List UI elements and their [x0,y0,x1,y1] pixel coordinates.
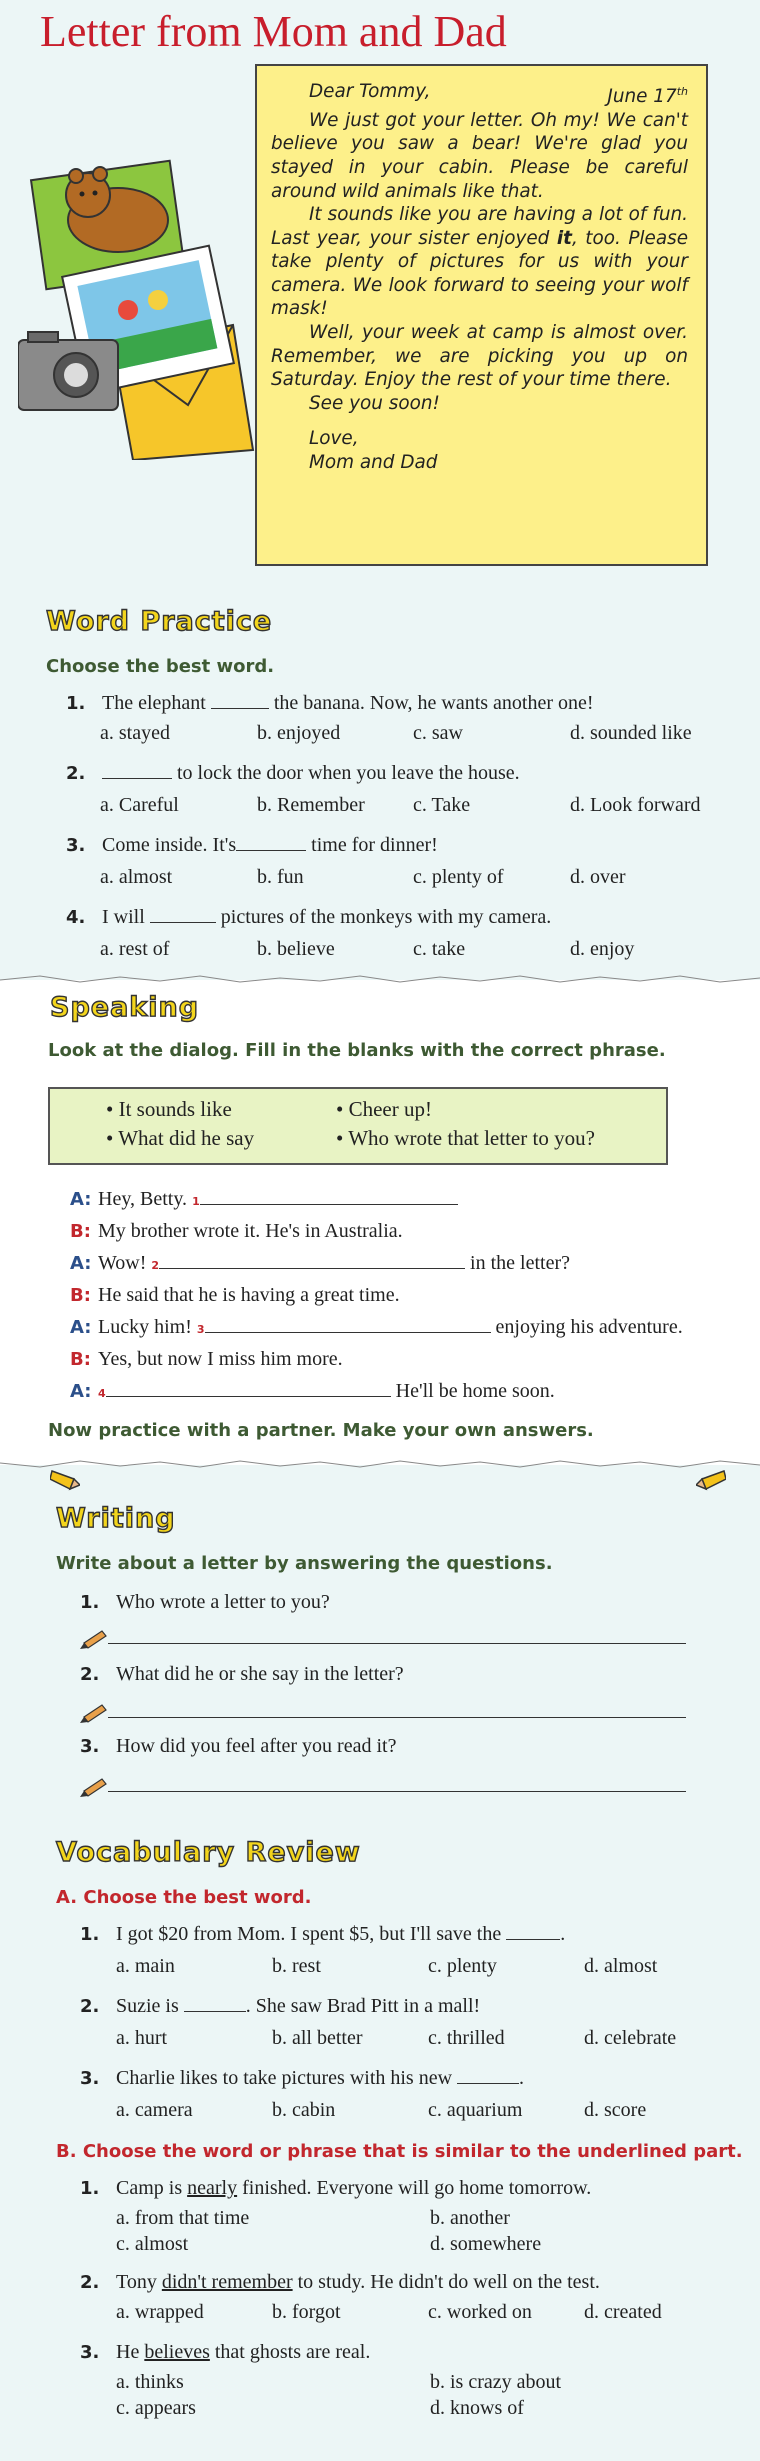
torn-edge [0,1458,760,1472]
vocab-instruction-a: A. Choose the best word. [56,1887,312,1908]
letter-panel [0,0,760,980]
speaking-heading: Speaking [50,992,200,1023]
pencil-icon [80,1777,110,1797]
word-practice-question: 2. to lock the door when you leave the house. [66,762,520,784]
option[interactable]: b. believe [257,938,335,960]
option[interactable]: b. enjoyed [257,722,341,744]
option[interactable]: c. aquarium [428,2099,523,2121]
dialog-line: B: He said that he is having a great time. [70,1284,400,1306]
dialog-line: A: Lucky him! 3 enjoying his adventure. [70,1316,683,1338]
answer-blank[interactable] [106,1381,391,1397]
letter-paragraph-2: It sounds like you are having a lot of fun. Last year, your sister enjoyed it, too. Please take plenty of pictures for us with your camera. We look forward to seeing your wolf mask! [271,204,689,320]
dialog-line: A: Wow! 2 in the letter? [70,1252,570,1274]
answer-blank[interactable] [205,1317,491,1333]
word-practice-question: 1. The elephant the banana. Now, he wants another one! [66,692,594,714]
vocab-question: 3. Charlie likes to take pictures with his new . [80,2067,525,2089]
option[interactable]: a. from that time [116,2207,250,2229]
option[interactable]: a. thinks [116,2371,184,2393]
option[interactable]: d. sounded like [570,722,692,744]
torn-edge [0,973,760,987]
letter-love: Love, [309,428,359,450]
letter-closing: See you soon! [309,392,440,414]
phrase: • It sounds like [106,1097,232,1121]
answer-blank[interactable] [457,2068,519,2084]
answer-line[interactable] [108,1643,686,1644]
answer-blank[interactable] [184,1996,246,2012]
option[interactable]: a. Careful [100,794,179,816]
option[interactable]: d. Look forward [570,794,701,816]
letter-date: June 17th [607,85,688,108]
option[interactable]: b. forgot [272,2301,341,2323]
writing-question: 3. How did you feel after you read it? [80,1735,397,1757]
option[interactable]: c. thrilled [428,2027,505,2049]
option[interactable]: b. all better [272,2027,363,2049]
option[interactable]: d. celebrate [584,2027,677,2049]
answer-blank[interactable] [102,763,172,779]
option[interactable]: a. stayed [100,722,170,744]
option[interactable]: b. cabin [272,2099,336,2121]
letter-signature: Mom and Dad [309,452,438,474]
writing-question: 2. What did he or she say in the letter? [80,1663,404,1685]
practice-instruction: Now practice with a partner. Make your own answers. [48,1420,594,1441]
writing-heading: Writing [56,1503,176,1534]
option[interactable]: c. take [413,938,466,960]
pencil-icon [696,1467,726,1493]
vocab-question: 2. Tony didn't remember to study. He didn't do well on the test. [80,2271,600,2293]
pencil-icon [50,1467,80,1493]
dialog-line: A: Hey, Betty. 1 [70,1188,458,1211]
answer-blank[interactable] [150,907,216,923]
answer-line[interactable] [108,1717,686,1718]
letter-card [255,64,708,566]
writing-vocab-panel [0,1465,760,2461]
dialog-line: B: My brother wrote it. He's in Australia. [70,1220,403,1242]
option[interactable]: b. Remember [257,794,365,816]
option[interactable]: a. camera [116,2099,193,2121]
option[interactable]: b. fun [257,866,304,888]
vocab-question: 1. Camp is nearly finished. Everyone will go home tomorrow. [80,2177,592,2199]
vocabulary-review-heading: Vocabulary Review [56,1837,361,1868]
speaking-instruction: Look at the dialog. Fill in the blanks with the correct phrase. [48,1040,666,1061]
phrase: • Cheer up! [336,1097,432,1121]
pencil-icon [80,1703,110,1723]
option[interactable]: c. saw [413,722,463,744]
option[interactable]: c. worked on [428,2301,532,2323]
answer-blank[interactable] [211,693,269,709]
answer-line[interactable] [108,1791,686,1792]
letter-paragraph-3: Well, your week at camp is almost over. Remember, we are picking you up on Saturday. Enjoy the rest of your time there. [271,322,688,391]
option[interactable]: b. rest [272,1955,321,1977]
option[interactable]: a. wrapped [116,2301,204,2323]
answer-blank[interactable] [236,835,306,851]
speaking-panel [0,980,760,1465]
option[interactable]: d. knows of [430,2397,524,2419]
option[interactable]: c. plenty [428,1955,497,1977]
word-practice-question: 4. I will pictures of the monkeys with my camera. [66,906,552,928]
vocab-question: 2. Suzie is . She saw Brad Pitt in a mall! [80,1995,481,2017]
answer-blank[interactable] [506,1924,560,1940]
answer-blank[interactable] [200,1189,458,1205]
answer-blank[interactable] [159,1253,465,1269]
option[interactable]: d. created [584,2301,662,2323]
option[interactable]: a. main [116,1955,175,1977]
option[interactable]: d. enjoy [570,938,635,960]
option[interactable]: a. rest of [100,938,170,960]
phrase-box [48,1087,668,1165]
option[interactable]: b. is crazy about [430,2371,562,2393]
letter-illustration [18,150,258,460]
dialog-line: B: Yes, but now I miss him more. [70,1348,343,1370]
writing-instruction: Write about a letter by answering the questions. [56,1553,553,1574]
option[interactable]: c. almost [116,2233,189,2255]
option[interactable]: c. appears [116,2397,196,2419]
option[interactable]: a. almost [100,866,173,888]
option[interactable]: d. over [570,866,626,888]
camera-icon [18,332,118,410]
vocab-instruction-b: B. Choose the word or phrase that is similar to the underlined part. [56,2141,743,2162]
dialog-line: A: 4 He'll be home soon. [70,1380,555,1402]
option[interactable]: d. almost [584,1955,658,1977]
word-practice-heading: Word Practice [46,606,273,637]
phrase: • What did he say [106,1126,255,1150]
option[interactable]: a. hurt [116,2027,168,2049]
writing-question: 1. Who wrote a letter to you? [80,1591,330,1613]
word-practice-question: 3. Come inside. It's time for dinner! [66,834,438,856]
option[interactable]: b. another [430,2207,510,2229]
letter-paragraph-1: We just got your letter. Oh my! We can't believe you saw a bear! We're glad you stayed in your cabin. Please be careful around wild animals like that. [271,109,688,202]
option[interactable]: c. plenty of [413,866,504,888]
pencil-icon [80,1629,110,1649]
vocab-question: 1. I got $20 from Mom. I spent $5, but I'll save the . [80,1923,566,1945]
word-practice-instruction: Choose the best word. [46,656,275,677]
option[interactable]: d. score [584,2099,647,2121]
letter-greeting: Dear Tommy, [309,81,431,102]
option[interactable]: d. somewhere [430,2233,542,2255]
option[interactable]: c. Take [413,794,471,816]
vocab-question: 3. He believes that ghosts are real. [80,2341,371,2363]
phrase: • Who wrote that letter to you? [336,1126,595,1150]
page-title: Letter from Mom and Dad [40,7,507,56]
